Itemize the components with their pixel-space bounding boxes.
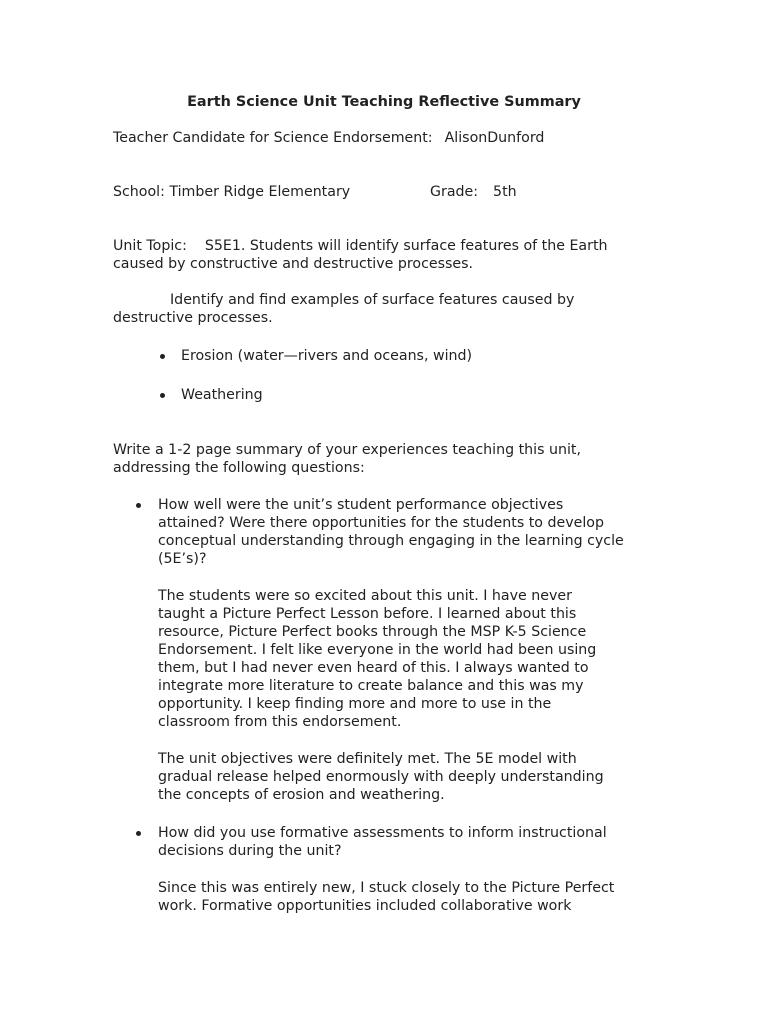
answer-line: The students were so excited about this unit. I have never bbox=[158, 588, 572, 604]
identify-line-1: Identify and find examples of surface features caused by bbox=[170, 292, 575, 308]
grade-value: 5th bbox=[493, 184, 517, 200]
answer-line: integrate more literature to create balance and this was my bbox=[158, 678, 584, 694]
page-title: Earth Science Unit Teaching Reflective Summary bbox=[187, 94, 581, 110]
bullet-marker bbox=[136, 503, 141, 508]
question-1-line: attained? Were there opportunities for the students to develop bbox=[158, 515, 604, 531]
answer-line: Endorsement. I felt like everyone in the world had been using bbox=[158, 642, 597, 658]
question-2-line: decisions during the unit? bbox=[158, 843, 342, 859]
answer-line: taught a Picture Perfect Lesson before. I learned about this bbox=[158, 606, 577, 622]
question-2-line: How did you use formative assessments to inform instructional bbox=[158, 825, 607, 841]
question-1-line: (5E’s)? bbox=[158, 551, 207, 567]
identify-line-2: destructive processes. bbox=[113, 310, 273, 326]
answer-line: gradual release helped enormously with deeply understanding bbox=[158, 769, 604, 785]
bullet-marker bbox=[136, 831, 141, 836]
answer-line: The unit objectives were definitely met. The 5E model with bbox=[158, 751, 577, 767]
bullet-marker bbox=[160, 354, 165, 359]
question-1-line: How well were the unit’s student performance objectives bbox=[158, 497, 564, 513]
unit-topic-line-1 bbox=[113, 237, 608, 255]
candidate-name: AlisonDunford bbox=[444, 130, 545, 146]
answer-line: the concepts of erosion and weathering. bbox=[158, 787, 445, 803]
answer-line: opportunity. I keep finding more and more to use in the bbox=[158, 696, 552, 712]
answer-line: them, but I had never even heard of this. I always wanted to bbox=[158, 660, 589, 676]
unit-topic-text: S5E1. Students will identify surface features of the Earth bbox=[204, 238, 608, 254]
unit-topic-line-2: caused by constructive and destructive processes. bbox=[113, 256, 474, 272]
topic-bullet-erosion: Erosion (water—rivers and oceans, wind) bbox=[181, 348, 473, 364]
answer-line: classroom from this endorsement. bbox=[158, 714, 402, 730]
prompt-line-1: Write a 1-2 page summary of your experiences teaching this unit, bbox=[113, 442, 582, 458]
question-1-line: conceptual understanding through engaging in the learning cycle bbox=[158, 533, 624, 549]
prompt-line-2: addressing the following questions: bbox=[113, 460, 365, 476]
bullet-marker bbox=[160, 393, 165, 398]
unit-topic-label: Unit Topic: bbox=[113, 238, 187, 254]
grade-line bbox=[430, 183, 517, 201]
answer-line: Since this was entirely new, I stuck closely to the Picture Perfect bbox=[158, 880, 615, 896]
topic-bullet-weathering: Weathering bbox=[181, 387, 263, 403]
candidate-line bbox=[113, 129, 544, 147]
candidate-label: Teacher Candidate for Science Endorsement: bbox=[113, 130, 433, 146]
school-label: School: Timber Ridge Elementary bbox=[113, 184, 351, 200]
answer-line: work. Formative opportunities included collaborative work bbox=[158, 898, 572, 914]
answer-line: resource, Picture Perfect books through the MSP K-5 Science bbox=[158, 624, 587, 640]
grade-label: Grade: bbox=[430, 184, 479, 200]
